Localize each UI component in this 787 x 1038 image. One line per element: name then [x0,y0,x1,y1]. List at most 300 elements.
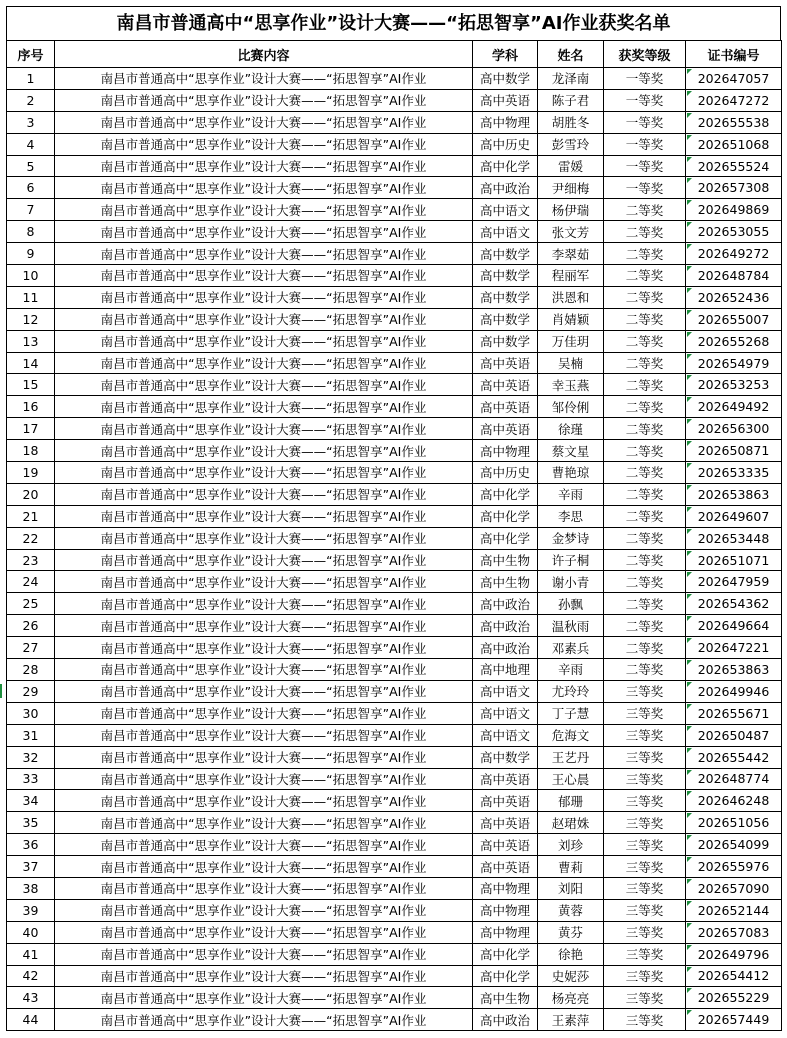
cell-cert: 202655268 [686,330,782,352]
cell-subject: 高中化学 [473,505,538,527]
cell-content: 南昌市普通高中“思享作业”设计大赛——“拓思智享”AI作业 [55,812,473,834]
cell-cert: 202654099 [686,834,782,856]
cell-content: 南昌市普通高中“思享作业”设计大赛——“拓思智享”AI作业 [55,899,473,921]
cell-cert: 202654362 [686,593,782,615]
cell-no: 35 [7,812,55,834]
cell-subject: 高中英语 [473,834,538,856]
cell-no: 42 [7,965,55,987]
cell-cert: 202656300 [686,418,782,440]
cell-content: 南昌市普通高中“思享作业”设计大赛——“拓思智享”AI作业 [55,965,473,987]
cell-subject: 高中数学 [473,746,538,768]
cell-award: 二等奖 [604,243,686,265]
table-row [7,746,782,768]
cell-award: 二等奖 [604,374,686,396]
cell-no: 29 [7,680,55,702]
table-row [7,68,782,90]
cell-award: 二等奖 [604,440,686,462]
cell-name: 曹艳琼 [538,462,604,484]
cell-content: 南昌市普通高中“思享作业”设计大赛——“拓思智享”AI作业 [55,790,473,812]
table-row [7,462,782,484]
cell-no: 30 [7,702,55,724]
cell-content: 南昌市普通高中“思享作业”设计大赛——“拓思智享”AI作业 [55,921,473,943]
cell-subject: 高中数学 [473,265,538,287]
cell-content: 南昌市普通高中“思享作业”设计大赛——“拓思智享”AI作业 [55,571,473,593]
cell-subject: 高中政治 [473,637,538,659]
cell-content: 南昌市普通高中“思享作业”设计大赛——“拓思智享”AI作业 [55,308,473,330]
header-subject: 学科 [473,41,538,68]
cell-content: 南昌市普通高中“思享作业”设计大赛——“拓思智享”AI作业 [55,549,473,571]
cell-award: 一等奖 [604,89,686,111]
award-sheet [6,6,781,1031]
cell-subject: 高中英语 [473,812,538,834]
cell-name: 王心晨 [538,768,604,790]
cell-subject: 高中生物 [473,549,538,571]
cell-name: 邹伶俐 [538,396,604,418]
cell-no: 5 [7,155,55,177]
cell-name: 胡胜冬 [538,111,604,133]
cell-name: 谢小青 [538,571,604,593]
table-row [7,221,782,243]
cell-no: 7 [7,199,55,221]
cell-name: 洪恩和 [538,286,604,308]
cell-cert: 202649796 [686,943,782,965]
cell-subject: 高中生物 [473,987,538,1009]
cell-no: 8 [7,221,55,243]
cell-cert: 202653448 [686,527,782,549]
table-row [7,877,782,899]
cell-award: 三等奖 [604,987,686,1009]
cell-no: 2 [7,89,55,111]
table-row [7,571,782,593]
header-no: 序号 [7,41,55,68]
cell-cert: 202655524 [686,155,782,177]
table-row [7,155,782,177]
cell-no: 14 [7,352,55,374]
cell-content: 南昌市普通高中“思享作业”设计大赛——“拓思智享”AI作业 [55,637,473,659]
cell-award: 三等奖 [604,768,686,790]
cell-no: 41 [7,943,55,965]
cell-award: 二等奖 [604,199,686,221]
cell-name: 雷媛 [538,155,604,177]
cell-content: 南昌市普通高中“思享作业”设计大赛——“拓思智享”AI作业 [55,877,473,899]
cell-content: 南昌市普通高中“思享作业”设计大赛——“拓思智享”AI作业 [55,856,473,878]
cell-cert: 202653253 [686,374,782,396]
row-marker [0,684,2,698]
cell-award: 三等奖 [604,899,686,921]
cell-no: 27 [7,637,55,659]
cell-subject: 高中政治 [473,1009,538,1031]
cell-content: 南昌市普通高中“思享作业”设计大赛——“拓思智享”AI作业 [55,396,473,418]
cell-award: 二等奖 [604,221,686,243]
cell-subject: 高中英语 [473,790,538,812]
cell-name: 刘珍 [538,834,604,856]
cell-award: 一等奖 [604,111,686,133]
cell-cert: 202655229 [686,987,782,1009]
cell-subject: 高中语文 [473,199,538,221]
cell-no: 43 [7,987,55,1009]
cell-subject: 高中物理 [473,111,538,133]
cell-name: 徐瑾 [538,418,604,440]
cell-no: 38 [7,877,55,899]
cell-award: 三等奖 [604,746,686,768]
header-cert: 证书编号 [686,41,782,68]
table-row [7,199,782,221]
cell-name: 吴楠 [538,352,604,374]
cell-cert: 202654412 [686,965,782,987]
cell-name: 辛雨 [538,483,604,505]
table-row [7,724,782,746]
cell-cert: 202652144 [686,899,782,921]
cell-name: 李翠茹 [538,243,604,265]
cell-no: 10 [7,265,55,287]
cell-content: 南昌市普通高中“思享作业”设计大赛——“拓思智享”AI作业 [55,440,473,462]
cell-content: 南昌市普通高中“思享作业”设计大赛——“拓思智享”AI作业 [55,483,473,505]
cell-content: 南昌市普通高中“思享作业”设计大赛——“拓思智享”AI作业 [55,1009,473,1031]
cell-name: 孙飘 [538,593,604,615]
cell-cert: 202655976 [686,856,782,878]
cell-no: 20 [7,483,55,505]
cell-no: 13 [7,330,55,352]
table-row [7,702,782,724]
cell-subject: 高中语文 [473,221,538,243]
cell-subject: 高中语文 [473,724,538,746]
cell-content: 南昌市普通高中“思享作业”设计大赛——“拓思智享”AI作业 [55,462,473,484]
cell-content: 南昌市普通高中“思享作业”设计大赛——“拓思智享”AI作业 [55,659,473,681]
cell-subject: 高中历史 [473,133,538,155]
cell-award: 二等奖 [604,527,686,549]
cell-name: 徐艳 [538,943,604,965]
cell-award: 二等奖 [604,396,686,418]
cell-name: 程丽军 [538,265,604,287]
cell-name: 曹莉 [538,856,604,878]
cell-content: 南昌市普通高中“思享作业”设计大赛——“拓思智享”AI作业 [55,615,473,637]
table-row [7,133,782,155]
cell-award: 二等奖 [604,462,686,484]
table-row [7,637,782,659]
cell-subject: 高中生物 [473,571,538,593]
cell-no: 33 [7,768,55,790]
cell-no: 6 [7,177,55,199]
table-row [7,834,782,856]
cell-no: 37 [7,856,55,878]
table-row [7,943,782,965]
table-row [7,286,782,308]
cell-cert: 202655671 [686,702,782,724]
cell-no: 19 [7,462,55,484]
cell-subject: 高中物理 [473,921,538,943]
cell-subject: 高中地理 [473,659,538,681]
cell-content: 南昌市普通高中“思享作业”设计大赛——“拓思智享”AI作业 [55,987,473,1009]
cell-award: 三等奖 [604,965,686,987]
cell-content: 南昌市普通高中“思享作业”设计大赛——“拓思智享”AI作业 [55,265,473,287]
cell-name: 李思 [538,505,604,527]
table-row [7,505,782,527]
cell-content: 南昌市普通高中“思享作业”设计大赛——“拓思智享”AI作业 [55,593,473,615]
cell-cert: 202649492 [686,396,782,418]
cell-cert: 202657083 [686,921,782,943]
table-row [7,965,782,987]
cell-cert: 202653863 [686,483,782,505]
cell-no: 32 [7,746,55,768]
cell-cert: 202651056 [686,812,782,834]
cell-award: 三等奖 [604,834,686,856]
cell-no: 18 [7,440,55,462]
cell-no: 4 [7,133,55,155]
cell-award: 二等奖 [604,505,686,527]
cell-content: 南昌市普通高中“思享作业”设计大赛——“拓思智享”AI作业 [55,680,473,702]
cell-name: 彭雪玲 [538,133,604,155]
cell-no: 28 [7,659,55,681]
cell-no: 16 [7,396,55,418]
cell-subject: 高中化学 [473,527,538,549]
cell-subject: 高中语文 [473,680,538,702]
cell-cert: 202648784 [686,265,782,287]
cell-name: 邓素兵 [538,637,604,659]
cell-award: 二等奖 [604,615,686,637]
cell-name: 危海文 [538,724,604,746]
cell-cert: 202655442 [686,746,782,768]
cell-no: 11 [7,286,55,308]
cell-award: 二等奖 [604,637,686,659]
cell-subject: 高中政治 [473,615,538,637]
cell-award: 二等奖 [604,659,686,681]
cell-cert: 202647959 [686,571,782,593]
cell-subject: 高中物理 [473,899,538,921]
cell-subject: 高中英语 [473,856,538,878]
cell-subject: 高中政治 [473,593,538,615]
cell-no: 36 [7,834,55,856]
cell-no: 1 [7,68,55,90]
table-row [7,111,782,133]
table-row [7,374,782,396]
cell-name: 蔡文星 [538,440,604,462]
cell-award: 二等奖 [604,330,686,352]
table-row [7,856,782,878]
cell-no: 9 [7,243,55,265]
cell-no: 24 [7,571,55,593]
cell-cert: 202649869 [686,199,782,221]
cell-subject: 高中化学 [473,155,538,177]
table-row [7,615,782,637]
table-row [7,593,782,615]
cell-name: 尤玲玲 [538,680,604,702]
cell-name: 陈子君 [538,89,604,111]
table-row [7,899,782,921]
cell-award: 二等奖 [604,265,686,287]
table-row [7,330,782,352]
cell-subject: 高中物理 [473,440,538,462]
table-row [7,483,782,505]
cell-content: 南昌市普通高中“思享作业”设计大赛——“拓思智享”AI作业 [55,702,473,724]
cell-no: 21 [7,505,55,527]
cell-name: 黄芬 [538,921,604,943]
header-name: 姓名 [538,41,604,68]
cell-no: 17 [7,418,55,440]
cell-content: 南昌市普通高中“思享作业”设计大赛——“拓思智享”AI作业 [55,221,473,243]
header-row [7,41,782,68]
table-row [7,89,782,111]
cell-award: 一等奖 [604,155,686,177]
cell-content: 南昌市普通高中“思享作业”设计大赛——“拓思智享”AI作业 [55,746,473,768]
table-row [7,659,782,681]
cell-content: 南昌市普通高中“思享作业”设计大赛——“拓思智享”AI作业 [55,243,473,265]
cell-award: 二等奖 [604,352,686,374]
cell-award: 三等奖 [604,877,686,899]
cell-name: 金梦诗 [538,527,604,549]
cell-name: 辛雨 [538,659,604,681]
cell-no: 23 [7,549,55,571]
cell-name: 杨伊瑞 [538,199,604,221]
cell-name: 温秋雨 [538,615,604,637]
cell-no: 39 [7,899,55,921]
cell-name: 刘阳 [538,877,604,899]
cell-no: 44 [7,1009,55,1031]
cell-content: 南昌市普通高中“思享作业”设计大赛——“拓思智享”AI作业 [55,286,473,308]
table-row [7,790,782,812]
cell-content: 南昌市普通高中“思享作业”设计大赛——“拓思智享”AI作业 [55,418,473,440]
cell-no: 15 [7,374,55,396]
cell-content: 南昌市普通高中“思享作业”设计大赛——“拓思智享”AI作业 [55,505,473,527]
cell-no: 3 [7,111,55,133]
cell-content: 南昌市普通高中“思享作业”设计大赛——“拓思智享”AI作业 [55,111,473,133]
table-row [7,243,782,265]
cell-cert: 202648774 [686,768,782,790]
table-row [7,265,782,287]
cell-cert: 202655538 [686,111,782,133]
cell-cert: 202653055 [686,221,782,243]
cell-content: 南昌市普通高中“思享作业”设计大赛——“拓思智享”AI作业 [55,943,473,965]
cell-name: 郁珊 [538,790,604,812]
table-row [7,768,782,790]
cell-cert: 202647221 [686,637,782,659]
cell-award: 三等奖 [604,680,686,702]
cell-no: 26 [7,615,55,637]
cell-cert: 202649946 [686,680,782,702]
cell-subject: 高中数学 [473,243,538,265]
table-row [7,177,782,199]
cell-name: 肖婧颖 [538,308,604,330]
table-row [7,418,782,440]
cell-award: 三等奖 [604,702,686,724]
table-row [7,308,782,330]
cell-cert: 202655007 [686,308,782,330]
sheet-title: 南昌市普通高中“思享作业”设计大赛——“拓思智享”AI作业获奖名单 [6,6,781,40]
cell-cert: 202650871 [686,440,782,462]
cell-content: 南昌市普通高中“思享作业”设计大赛——“拓思智享”AI作业 [55,177,473,199]
cell-cert: 202657308 [686,177,782,199]
cell-award: 一等奖 [604,68,686,90]
cell-name: 王艺丹 [538,746,604,768]
cell-name: 万佳玥 [538,330,604,352]
cell-no: 12 [7,308,55,330]
cell-cert: 202646248 [686,790,782,812]
table-row [7,549,782,571]
cell-subject: 高中化学 [473,943,538,965]
cell-award: 三等奖 [604,790,686,812]
cell-subject: 高中数学 [473,330,538,352]
cell-content: 南昌市普通高中“思享作业”设计大赛——“拓思智享”AI作业 [55,330,473,352]
cell-name: 丁子慧 [538,702,604,724]
cell-subject: 高中数学 [473,68,538,90]
cell-content: 南昌市普通高中“思享作业”设计大赛——“拓思智享”AI作业 [55,834,473,856]
cell-cert: 202647272 [686,89,782,111]
cell-cert: 202652436 [686,286,782,308]
table-row [7,680,782,702]
cell-award: 三等奖 [604,943,686,965]
cell-subject: 高中数学 [473,286,538,308]
cell-no: 31 [7,724,55,746]
cell-cert: 202649607 [686,505,782,527]
cell-subject: 高中英语 [473,89,538,111]
cell-content: 南昌市普通高中“思享作业”设计大赛——“拓思智享”AI作业 [55,527,473,549]
cell-content: 南昌市普通高中“思享作业”设计大赛——“拓思智享”AI作业 [55,133,473,155]
cell-name: 赵珺姝 [538,812,604,834]
cell-no: 22 [7,527,55,549]
cell-content: 南昌市普通高中“思享作业”设计大赛——“拓思智享”AI作业 [55,199,473,221]
cell-cert: 202649272 [686,243,782,265]
cell-subject: 高中英语 [473,352,538,374]
table-row [7,1009,782,1031]
cell-content: 南昌市普通高中“思享作业”设计大赛——“拓思智享”AI作业 [55,768,473,790]
cell-award: 二等奖 [604,549,686,571]
cell-content: 南昌市普通高中“思享作业”设计大赛——“拓思智享”AI作业 [55,68,473,90]
table-row [7,352,782,374]
cell-content: 南昌市普通高中“思享作业”设计大赛——“拓思智享”AI作业 [55,374,473,396]
header-content: 比赛内容 [55,41,473,68]
cell-content: 南昌市普通高中“思享作业”设计大赛——“拓思智享”AI作业 [55,724,473,746]
cell-name: 杨亮亮 [538,987,604,1009]
cell-subject: 高中英语 [473,418,538,440]
cell-name: 尹细梅 [538,177,604,199]
cell-award: 一等奖 [604,177,686,199]
table-row [7,527,782,549]
cell-subject: 高中政治 [473,177,538,199]
table-row [7,396,782,418]
cell-name: 张文芳 [538,221,604,243]
cell-subject: 高中历史 [473,462,538,484]
cell-award: 二等奖 [604,593,686,615]
table-row [7,440,782,462]
cell-cert: 202657090 [686,877,782,899]
cell-cert: 202647057 [686,68,782,90]
cell-content: 南昌市普通高中“思享作业”设计大赛——“拓思智享”AI作业 [55,155,473,177]
cell-award: 一等奖 [604,133,686,155]
cell-subject: 高中语文 [473,702,538,724]
table-row [7,921,782,943]
table-row [7,812,782,834]
cell-award: 二等奖 [604,418,686,440]
cell-subject: 高中物理 [473,877,538,899]
cell-name: 幸玉燕 [538,374,604,396]
cell-award: 三等奖 [604,856,686,878]
cell-cert: 202657449 [686,1009,782,1031]
cell-award: 三等奖 [604,1009,686,1031]
cell-content: 南昌市普通高中“思享作业”设计大赛——“拓思智享”AI作业 [55,89,473,111]
cell-no: 25 [7,593,55,615]
cell-cert: 202653863 [686,659,782,681]
cell-award: 二等奖 [604,483,686,505]
cell-no: 34 [7,790,55,812]
cell-subject: 高中英语 [473,396,538,418]
cell-cert: 202654979 [686,352,782,374]
header-award: 获奖等级 [604,41,686,68]
cell-subject: 高中英语 [473,374,538,396]
cell-name: 史妮莎 [538,965,604,987]
cell-award: 三等奖 [604,812,686,834]
cell-award: 二等奖 [604,308,686,330]
table-row [7,987,782,1009]
cell-subject: 高中化学 [473,965,538,987]
